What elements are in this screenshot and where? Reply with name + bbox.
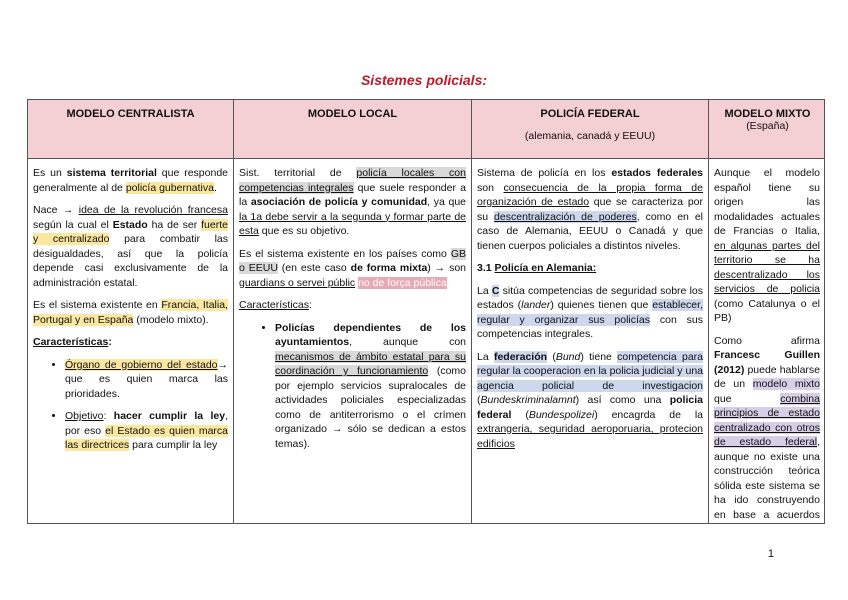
text: Estado [112, 218, 148, 231]
text: (en este caso [277, 262, 351, 274]
text: extrangeria, seguridad aeroporuaria, protecion edificios [477, 423, 703, 450]
highlight: C [491, 284, 500, 297]
highlight: descentralización de poderes [494, 210, 637, 223]
text: (modelo mixto). [133, 313, 209, 326]
paragraph [239, 247, 466, 291]
text: consecuencia de la propia forma de organización de estado [477, 181, 703, 208]
list-item [275, 321, 466, 452]
header-divider [28, 158, 824, 159]
text: , ya que [427, 196, 466, 208]
text: hacer cumplir la ley [113, 410, 226, 422]
text: ) así como una [575, 394, 670, 406]
paragraph [477, 350, 703, 452]
text: con sus competencias integrales. [477, 313, 703, 340]
highlight: federación [493, 350, 548, 363]
text: ( [477, 394, 481, 406]
bullet-list [239, 321, 466, 452]
list-item [65, 358, 228, 402]
highlight: modelo mixto [752, 378, 820, 390]
paragraph [33, 166, 228, 195]
highlight: Francia, Italia, Portugal y en España [33, 299, 228, 326]
header-mixto-sub: (España) [746, 120, 789, 132]
header-mixto-label: MODELO MIXTO [724, 108, 811, 120]
text: que se caracteriza por su [477, 196, 703, 223]
text: ( [511, 408, 529, 421]
page-title: Sistemes policials: [360, 72, 488, 88]
text: , como en el caso de Alemania, EEUU o Canadá y que tienen cuerpos policiales a distintos niveles. [477, 210, 703, 252]
header-federal [472, 100, 708, 158]
text: La [477, 350, 494, 363]
page-number: 1 [767, 548, 774, 560]
highlight: Órgano de gobierno del estado [65, 358, 218, 371]
highlight: no de força pública [358, 276, 447, 289]
header-federal-label: POLICÍA FEDERAL [540, 108, 640, 120]
column-divider [233, 100, 234, 523]
text: Bund [555, 350, 581, 363]
text: guardians o servei públic [239, 276, 356, 289]
text: en algunas partes del territorio se ha descentralizado los servicios de policia [714, 239, 820, 295]
text: Es un [33, 167, 67, 179]
text: Características [33, 336, 109, 348]
text: → que es quien marca las prioridades. [65, 358, 228, 400]
text: ha de ser [147, 218, 202, 231]
paragraph [239, 166, 466, 239]
text: Policías dependientes de los ayuntamientos [275, 321, 466, 348]
subheading: Características: [239, 299, 312, 311]
text: Policía en Alemania: [494, 262, 597, 274]
highlight: el Estado es quien marca las directrices [65, 424, 228, 451]
text: Es el sistema existente en [33, 299, 162, 311]
text: Sistema de policía en los [477, 167, 612, 179]
text: para cumplir la ley [129, 439, 218, 451]
paragraph [714, 166, 820, 326]
paragraph [714, 334, 820, 524]
text: , aunque con [349, 336, 466, 348]
column-divider [708, 100, 709, 523]
highlight: competencia para regular la cooperacion en la policia judicial y una agencia policial de investigacion [477, 350, 703, 392]
text: sitúa competencias de seguridad sobre los estados ( [477, 284, 703, 311]
text: que suele responder a la [239, 181, 466, 208]
text: lander [521, 299, 551, 311]
text: : [103, 410, 114, 422]
text: , por eso [65, 410, 228, 437]
text: 3.1 [477, 262, 495, 274]
text: Sist. territorial de [239, 167, 357, 179]
text: idea de la revolución francesa [78, 204, 228, 216]
text: asociación de policía y comunidad [250, 196, 428, 208]
text: policia federal [477, 394, 703, 421]
text: Aunque el modelo español tiene su origen las modalidades actuales de Francias o Italia, [714, 167, 820, 237]
highlight: policía gubernativa [125, 181, 214, 194]
highlight: combina principios de estado centralizado con otros de estado federal [714, 392, 820, 448]
text: Francesc Guillen (2012) [714, 349, 820, 376]
text: sistema territorial [66, 167, 157, 179]
text: que [714, 392, 781, 405]
text: Como afirma [714, 334, 820, 347]
header-centralista [28, 100, 233, 158]
col-mixto [714, 166, 820, 523]
col-federal [477, 166, 703, 523]
list-item [65, 409, 228, 453]
text: según la cual el [33, 218, 113, 231]
paragraph [33, 298, 228, 327]
highlight: fuerte y centralizado [33, 218, 228, 245]
highlight: establecer, regular y organizar sus policías [477, 299, 703, 326]
text: Nace → [33, 204, 79, 216]
col-centralista [33, 166, 228, 523]
text: para combatir las desigualdades, así que la policía depende casi exclusivamente de la administración estatal. [33, 233, 228, 289]
text: estados federales [611, 167, 703, 179]
text: de forma mixta [350, 262, 428, 274]
header-local-label: MODELO LOCAL [307, 108, 398, 120]
text: puede hablarse de un [714, 363, 820, 390]
comparison-table [27, 99, 825, 524]
column-divider [471, 100, 472, 523]
paragraph [477, 284, 703, 342]
highlight: mecanismos de ámbito estatal para su coordinación y funcionamiento [275, 350, 466, 377]
header-federal-sub: (alemania, canadá y EEUU) [524, 130, 656, 142]
text: Es el sistema existente en los países como [239, 247, 451, 260]
subheading: Características: [33, 336, 112, 348]
header-mixto [709, 100, 825, 158]
text: que responde generalmente al de [33, 167, 228, 194]
text: Bundespolizei [528, 408, 595, 421]
text: Características [239, 299, 310, 311]
header-centralista-label: MODELO CENTRALISTA [66, 108, 195, 120]
text: ) encagrda de la [594, 408, 703, 421]
paragraph [33, 203, 228, 290]
bullet-list [33, 358, 228, 453]
subheading [477, 261, 703, 276]
text: que es su objetivo. [258, 225, 350, 237]
text: ( [547, 350, 556, 363]
text: (como Catalunya o el PB) [714, 297, 820, 324]
text: la 1a debe servir a la segunda y formar parte de esta [239, 210, 466, 237]
text: , aunque no existe una construcción teórica sólida este sistema se ha ido construyendo en base a acuerdos [714, 436, 820, 521]
paragraph [477, 166, 703, 253]
text: . [213, 181, 217, 194]
text: La [477, 284, 492, 297]
text: ) quienes tienen que [550, 299, 653, 311]
text: Objetivo [65, 410, 104, 422]
highlight: GB o EEUU [239, 247, 466, 274]
col-local [239, 166, 466, 523]
text: ) → son [427, 262, 466, 274]
text: son [477, 181, 504, 194]
text: Bundeskriminalamnt [480, 394, 576, 406]
header-local [234, 100, 471, 158]
highlight: policía locales con competencias integrales [239, 167, 466, 194]
text: ) tiene [580, 350, 618, 363]
text: (como por ejemplo servicios supralocales de actividades policiales especializadas como de antiterrorismo o el crímen organizado → sólo se dedican a estos temas). [275, 365, 466, 450]
